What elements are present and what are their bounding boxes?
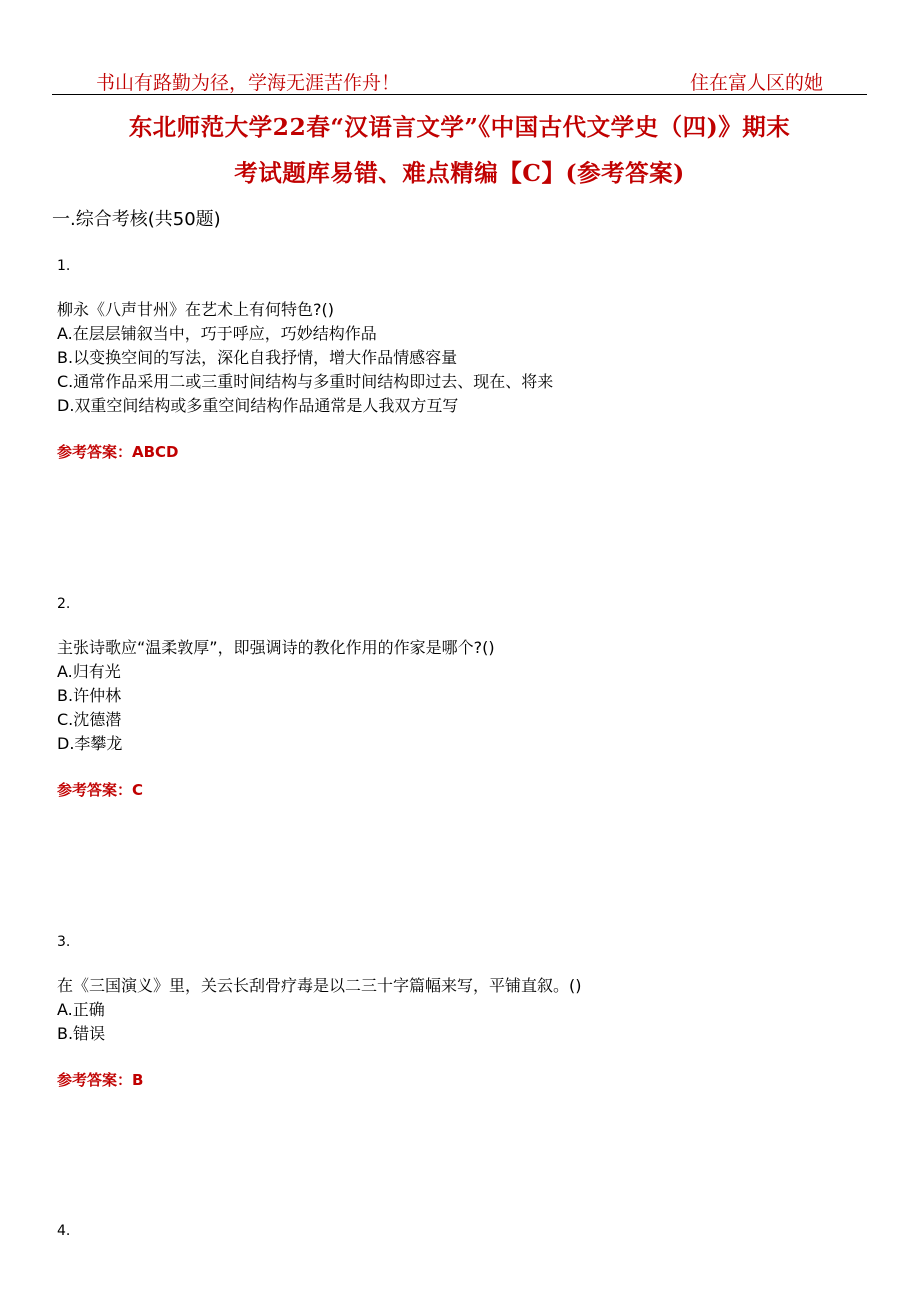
answer-key: 参考答案：ABCD <box>57 443 179 461</box>
question-number: 4. <box>57 1223 71 1239</box>
answer-key: 参考答案：C <box>57 781 144 799</box>
title-line-2: 考试题库易错、难点精编【C】(参考答案) <box>234 159 685 187</box>
option-a: A.归有光 <box>57 662 121 681</box>
option-b: B.以变换空间的写法，深化自我抒情，增大作品情感容量 <box>57 348 458 367</box>
question-1 <box>57 256 857 462</box>
document-title <box>52 104 867 196</box>
question-stem: 柳永《八声甘州》在艺术上有何特色?() <box>57 300 334 319</box>
option-b: B.错误 <box>57 1024 106 1043</box>
question-2 <box>57 594 857 800</box>
question-stem: 主张诗歌应“温柔敦厚”，即强调诗的教化作用的作家是哪个?() <box>57 638 495 657</box>
section-heading: 一.综合考核(共50题) <box>52 209 221 230</box>
question-number: 1. <box>57 258 71 274</box>
option-d: D.李攀龙 <box>57 734 123 753</box>
question-number: 2. <box>57 596 71 612</box>
option-b: B.许仲林 <box>57 686 122 705</box>
option-c: C.沈德潜 <box>57 710 122 729</box>
question-number: 3. <box>57 934 71 950</box>
header-author: 住在富人区的她 <box>689 72 823 94</box>
option-a: A.正确 <box>57 1000 105 1019</box>
question-3 <box>57 932 857 1090</box>
option-a: A.在层层铺叙当中，巧于呼应，巧妙结构作品 <box>57 324 377 343</box>
question-stem: 在《三国演义》里，关云长刮骨疗毒是以二三十字篇幅来写，平铺直叙。() <box>57 976 582 995</box>
page-header <box>52 66 867 95</box>
title-line-1: 东北师范大学22春“汉语言文学”《中国古代文学史（四)》期末 <box>128 113 791 141</box>
question-4 <box>57 1221 857 1241</box>
header-motto: 书山有路勤为径，学海无涯苦作舟！ <box>96 72 401 94</box>
answer-key: 参考答案：B <box>57 1071 144 1089</box>
option-c: C.通常作品采用二或三重时间结构与多重时间结构即过去、现在、将来 <box>57 372 554 391</box>
option-d: D.双重空间结构或多重空间结构作品通常是人我双方互写 <box>57 396 459 415</box>
